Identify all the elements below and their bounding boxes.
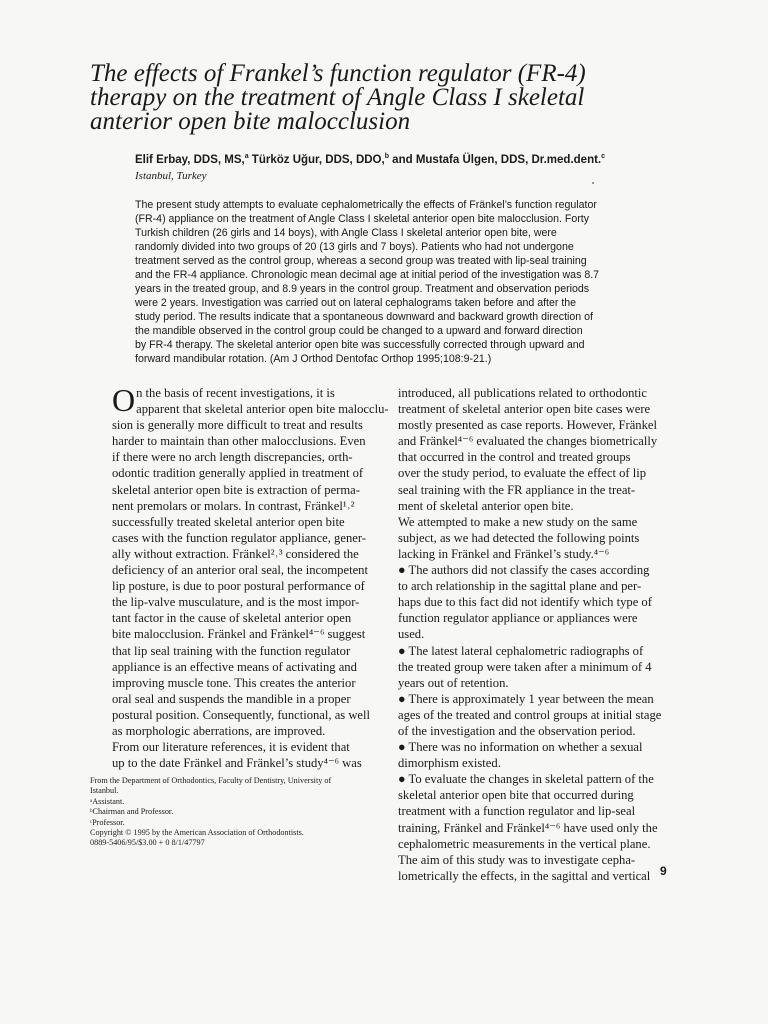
- author-mark: b: [384, 153, 389, 160]
- text-line: over the study period, to evaluate the effect of lip: [398, 466, 647, 481]
- text-line: ages of the treated and control groups at initial stage: [398, 707, 662, 722]
- text-line: The aim of this study was to investigate cepha-: [398, 852, 636, 867]
- text-line: ally without extraction. Fränkel²˒³ considered the: [112, 546, 359, 561]
- text-line: that lip seal training with the function regulator: [112, 643, 351, 658]
- text-line: ● The latest lateral cephalometric radiographs of: [398, 643, 644, 658]
- text-line: of the investigation and the observation period.: [398, 723, 636, 738]
- text-line: lip posture, is due to poor postural performance of: [112, 579, 365, 594]
- footnotes: [90, 776, 380, 849]
- abstract-line: treatment served as the control group, whereas a second group was treated with lip-seal training: [135, 255, 587, 267]
- text-line: harder to maintain than other malocclusions. Even: [112, 434, 366, 449]
- text-line: deficiency of an anterior oral seal, the incompetent: [112, 563, 368, 578]
- left-column-text: [112, 417, 397, 771]
- text-line: as morphologic aberrations, are improved.: [112, 723, 326, 738]
- abstract-line: randomly divided into two groups of 20 (13 girls and 7 boys). Patients who had not undergone: [135, 241, 574, 253]
- footnote-line: From the Department of Orthodontics, Faculty of Dentistry, University of: [90, 776, 332, 785]
- text-line: appliance is an effective means of activating and: [112, 659, 357, 674]
- text-line: function regulator appliance or appliances were: [398, 611, 638, 626]
- abstract-line: the mandible observed in the control group could be changed to a upward and forward direction: [135, 325, 583, 337]
- author-name: Elif Erbay, DDS, MS,: [135, 153, 245, 166]
- text-line: n the basis of recent investigations, it is: [136, 386, 335, 400]
- text-line: subject, as we had detected the following points: [398, 530, 640, 545]
- affiliation: Istanbul, Turkey: [135, 170, 207, 182]
- footnote-line: 0889-5406/95/$3.00 + 0 8/1/47797: [90, 838, 205, 848]
- text-line: improving muscle tone. This creates the anterior: [112, 675, 356, 690]
- text-line: skeletal anterior open bite that occurred during: [398, 788, 634, 803]
- drop-cap: O: [112, 382, 136, 418]
- text-line: years out of retention.: [398, 675, 509, 690]
- opening-lines: [112, 382, 397, 418]
- footnote-line: Istanbul.: [90, 786, 119, 796]
- author-mark: c: [601, 153, 606, 160]
- text-line: ● There was no information on whether a sexual: [398, 740, 643, 755]
- text-line: and Fränkel⁴⁻⁶ evaluated the changes biometrically: [398, 434, 658, 449]
- footnote-line: ᵇChairman and Professor.: [90, 807, 174, 817]
- text-line: treatment with a function regulator and lip-seal: [398, 804, 636, 819]
- abstract: [135, 198, 655, 366]
- text-line: that occurred in the control and treated groups: [398, 450, 631, 465]
- abstract-line: study period. The results indicate that a spontaneous downward and backward growth direction of: [135, 311, 593, 323]
- footnote-line: ᶜProfessor.: [90, 817, 125, 827]
- text-line: used.: [398, 627, 425, 642]
- body-column-left: [112, 382, 397, 771]
- text-line: to arch relationship in the sagittal plane and per-: [398, 579, 642, 594]
- abstract-line: (FR-4) appliance on the treatment of Angle Class I skeletal anterior open bite malocclusion. Forty: [135, 213, 589, 225]
- text-line: We attempted to make a new study on the same: [398, 514, 638, 529]
- author-name: Türköz Uğur, DDS, DDO,: [248, 153, 385, 166]
- text-line: the lip-valve musculature, and is the most impor-: [112, 595, 360, 610]
- text-line: ● To evaluate the changes in skeletal pattern of the: [398, 772, 654, 787]
- author-list: [135, 153, 695, 166]
- text-line: postural position. Consequently, functional, as well: [112, 707, 371, 722]
- text-line: From our literature references, it is evident that: [112, 740, 350, 755]
- text-line: haps due to this fact did not identify which type of: [398, 595, 652, 610]
- text-line: training, Fränkel and Fränkel⁴⁻⁶ have used only the: [398, 820, 658, 835]
- article-title: [90, 62, 690, 134]
- abstract-line: The present study attempts to evaluate cephalometrically the effects of Fränkel’s function regulator: [135, 199, 597, 211]
- text-line: cases with the function regulator appliance, gener-: [112, 530, 366, 545]
- abstract-line: and the FR-4 appliance. Chronologic mean decimal age at initial period of the investigation was 8.7: [135, 269, 600, 281]
- abstract-line: Turkish children (26 girls and 14 boys), with Angle Class I skeletal anterior open bite, were: [135, 227, 557, 239]
- text-line: nent premolars or molars. In contrast, Fränkel¹˒²: [112, 498, 355, 513]
- text-line: lacking in Fränkel and Fränkel’s study.⁴⁻⁶: [398, 546, 610, 561]
- title-line: The effects of Frankel’s function regulator (FR-4): [90, 60, 586, 87]
- text-line: cephalometric measurements in the vertical plane.: [398, 836, 651, 851]
- abstract-line: were 2 years. Investigation was carried out on lateral cephalograms taken before and after the: [135, 297, 577, 309]
- text-line: apparent that skeletal anterior open bite malocclu-: [136, 402, 389, 417]
- abstract-line: years in the treated group, and 8.9 years in the control group. Treatment and observation periods: [135, 283, 590, 295]
- text-line: lometrically the effects, in the sagittal and vertical: [398, 868, 651, 883]
- abstract-line: forward mandibular rotation. (Am J Orthod Dentofac Orthop 1995;108:9-21.): [135, 353, 492, 365]
- body-column-right: [398, 385, 683, 884]
- text-line: seal training with the FR appliance in the treat-: [398, 482, 636, 497]
- scan-speck: [592, 182, 594, 184]
- footnote-line: Copyright © 1995 by the American Association of Orthodontists.: [90, 828, 304, 838]
- text-line: up to the date Fränkel and Fränkel’s study⁴⁻⁶ was: [112, 756, 362, 771]
- footnote-line: ᵃAssistant.: [90, 796, 125, 806]
- text-line: treatment of skeletal anterior open bite cases were: [398, 402, 651, 417]
- author-name: and Mustafa Ülgen, DDS, Dr.med.dent.: [388, 153, 602, 166]
- text-line: mostly presented as case reports. However, Fränkel: [398, 418, 657, 433]
- text-line: if there were no arch length discrepancies, orth-: [112, 450, 353, 465]
- text-line: introduced, all publications related to orthodontic: [398, 386, 648, 400]
- text-line: the treated group were taken after a minimum of 4: [398, 659, 652, 674]
- text-line: successfully treated skeletal anterior open bite: [112, 514, 345, 529]
- page-number: 9: [660, 864, 667, 878]
- text-line: bite malocclusion. Fränkel and Fränkel⁴⁻⁶ suggest: [112, 627, 366, 642]
- text-line: oral seal and suspends the mandible in a proper: [112, 691, 351, 706]
- author-mark: a: [244, 153, 249, 160]
- text-line: tant factor in the cause of skeletal anterior open: [112, 611, 352, 626]
- text-line: skeletal anterior open bite is extraction of perma-: [112, 482, 360, 497]
- text-line: ment of skeletal anterior open bite.: [398, 498, 574, 513]
- text-line: dimorphism existed.: [398, 756, 501, 771]
- text-line: odontic tradition generally applied in treatment of: [112, 466, 364, 481]
- text-line: ● There is approximately 1 year between the mean: [398, 691, 654, 706]
- abstract-line: by FR-4 therapy. The skeletal anterior open bite was successfully corrected through upward and: [135, 339, 585, 351]
- text-line: ● The authors did not classify the cases according: [398, 563, 650, 578]
- title-line: therapy on the treatment of Angle Class I skeletal: [90, 84, 585, 111]
- text-line: sion is generally more difficult to treat and results: [112, 418, 363, 433]
- title-line: anterior open bite malocclusion: [90, 108, 411, 135]
